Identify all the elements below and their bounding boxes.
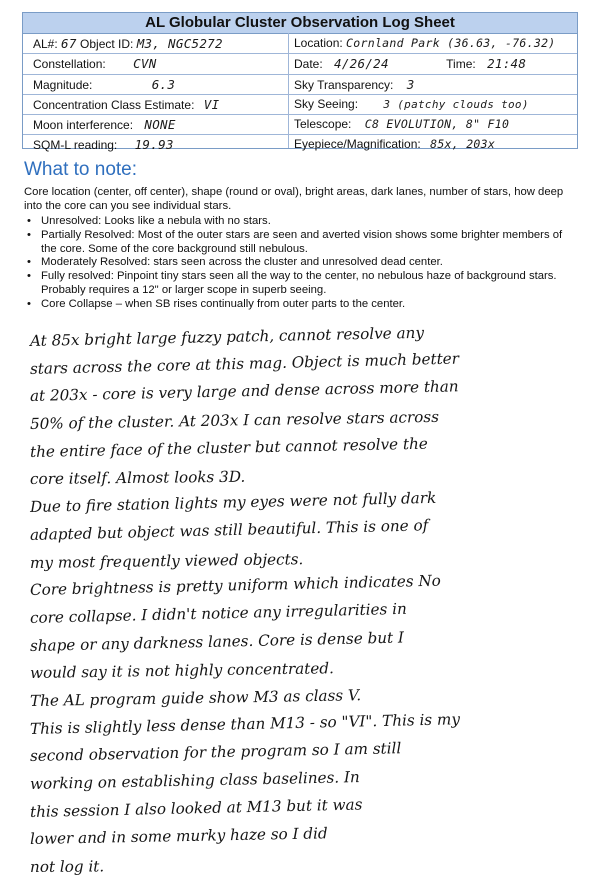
time-value: 21:48 — [487, 56, 527, 72]
handwritten-line: second observation for the program so I am still — [29, 739, 402, 766]
concentration-label: Concentration Class Estimate: — [33, 97, 195, 112]
sqm-cell — [33, 135, 285, 154]
sheet-title: AL Globular Cluster Observation Log Sheet — [23, 13, 577, 34]
telescope-value: C8 EVOLUTION, 8" F10 — [364, 117, 510, 132]
constellation-cell — [33, 54, 285, 73]
observation-form — [22, 12, 578, 153]
handwritten-line: At 85x bright large fuzzy patch, cannot resolve any — [29, 323, 425, 350]
what-to-note-intro: Core location (center, off center), shape (round or oval), bright areas, dark lanes, number of stars, how deep into the core can you see individual stars. — [24, 186, 564, 212]
date-value: 4/26/24 — [334, 56, 389, 72]
concentration-value: VI — [203, 96, 220, 112]
handwritten-line: Core brightness is pretty uniform which indicates No — [29, 571, 441, 600]
form-row-2 — [23, 54, 577, 74]
bullet-partially-resolved: • Partially Resolved: Most of the outer stars are seen and averted vision shows some brighter members of the core. Some of the core background still nebulous. — [24, 229, 569, 257]
eyepiece-label: Eyepiece/Magnification: — [294, 137, 421, 152]
handwritten-line: 50% of the cluster. At 203x I can resolve stars across — [29, 407, 440, 434]
location-label: Location: — [294, 36, 343, 50]
form-row-6 — [23, 135, 577, 154]
handwritten-line: Due to fire station lights my eyes were not fully dark — [29, 488, 437, 517]
handwritten-line: shape or any darkness lanes. Core is dense but I — [29, 628, 405, 655]
form-row-3 — [23, 75, 577, 95]
location-value: Cornland Park (36.63, -76.32) — [346, 36, 556, 50]
handwritten-line: core itself. Almost looks 3D. — [29, 468, 246, 489]
time-label: Time: — [446, 57, 476, 72]
handwritten-line: core collapse. I didn't notice any irregularities in — [29, 599, 407, 627]
date-label: Date: — [294, 57, 323, 72]
moon-cell — [33, 115, 285, 134]
handwritten-line: adapted but object was still beautiful. This is one of — [29, 516, 429, 544]
handwritten-line: the entire face of the cluster but cannot resolve the — [29, 434, 428, 461]
what-to-note-heading: What to note: — [24, 159, 138, 180]
eyepiece-cell — [294, 135, 574, 154]
moon-label: Moon interference: — [33, 118, 134, 133]
bullet-moderately-resolved: • Moderately Resolved: stars seen across the cluster and unresolved dead center. — [24, 256, 569, 270]
telescope-cell — [294, 115, 574, 134]
handwritten-line: would say it is not highly concentrated. — [29, 659, 334, 683]
transparency-value: 3 — [406, 76, 415, 92]
handwritten-line: working on establishing class baselines. In — [29, 768, 360, 793]
constellation-label: Constellation: — [33, 57, 106, 72]
date-time-cell — [294, 54, 574, 73]
location-cell — [294, 34, 574, 53]
handwritten-line: stars across the core at this mag. Object is much better — [29, 349, 460, 378]
handwritten-line: This is slightly less dense than M13 - so "VI". This is my — [29, 709, 461, 738]
magnitude-label: Magnitude: — [33, 77, 93, 92]
object-id-value: M3, NGC5272 — [136, 36, 223, 51]
sqm-label: SQM-L reading: — [33, 138, 118, 153]
handwritten-line: not log it. — [29, 857, 105, 877]
form-row-5 — [23, 115, 577, 135]
transparency-label: Sky Transparency: — [294, 77, 394, 92]
handwritten-line: my most frequently viewed objects. — [29, 549, 304, 572]
magnitude-value: 6.3 — [151, 76, 176, 92]
object-id-label: Object ID: — [80, 37, 134, 51]
handwritten-observation-notes — [29, 323, 590, 882]
bullet-unresolved: • Unresolved: Looks like a nebula with no stars. — [24, 215, 569, 229]
sqm-value: 19.93 — [134, 137, 174, 153]
constellation-value: CVN — [133, 56, 157, 72]
al-object-cell — [33, 34, 285, 53]
al-value: 67 — [61, 36, 77, 51]
seeing-label: Sky Seeing: — [294, 96, 359, 111]
concentration-cell — [33, 95, 285, 114]
handwritten-line: this session I also looked at M13 but it was — [29, 795, 363, 821]
seeing-cell — [294, 95, 574, 114]
bullet-core-collapse: • Core Collapse – when SB rises continually from outer parts to the center. — [24, 298, 569, 312]
magnitude-cell — [33, 75, 285, 94]
al-label: AL#: — [33, 37, 58, 51]
transparency-cell — [294, 75, 574, 94]
handwritten-line: at 203x - core is very large and dense across more than — [29, 377, 459, 406]
handwritten-line: The AL program guide show M3 as class V. — [29, 686, 362, 710]
form-row-1 — [23, 34, 577, 54]
seeing-value: 3 (patchy clouds too) — [383, 97, 529, 111]
bullet-fully-resolved: • Fully resolved: Pinpoint tiny stars seen all the way to the center, no nebulous haze of background stars. Probably requires a 12" or larger scope in superb seeing. — [24, 270, 569, 298]
eyepiece-value: 85x, 203x — [430, 137, 496, 152]
telescope-label: Telescope: — [294, 117, 352, 132]
form-row-4 — [23, 95, 577, 115]
resolution-bullet-list — [24, 215, 569, 312]
handwritten-line: lower and in some murky haze so I did — [29, 824, 328, 849]
moon-value: NONE — [144, 117, 176, 133]
